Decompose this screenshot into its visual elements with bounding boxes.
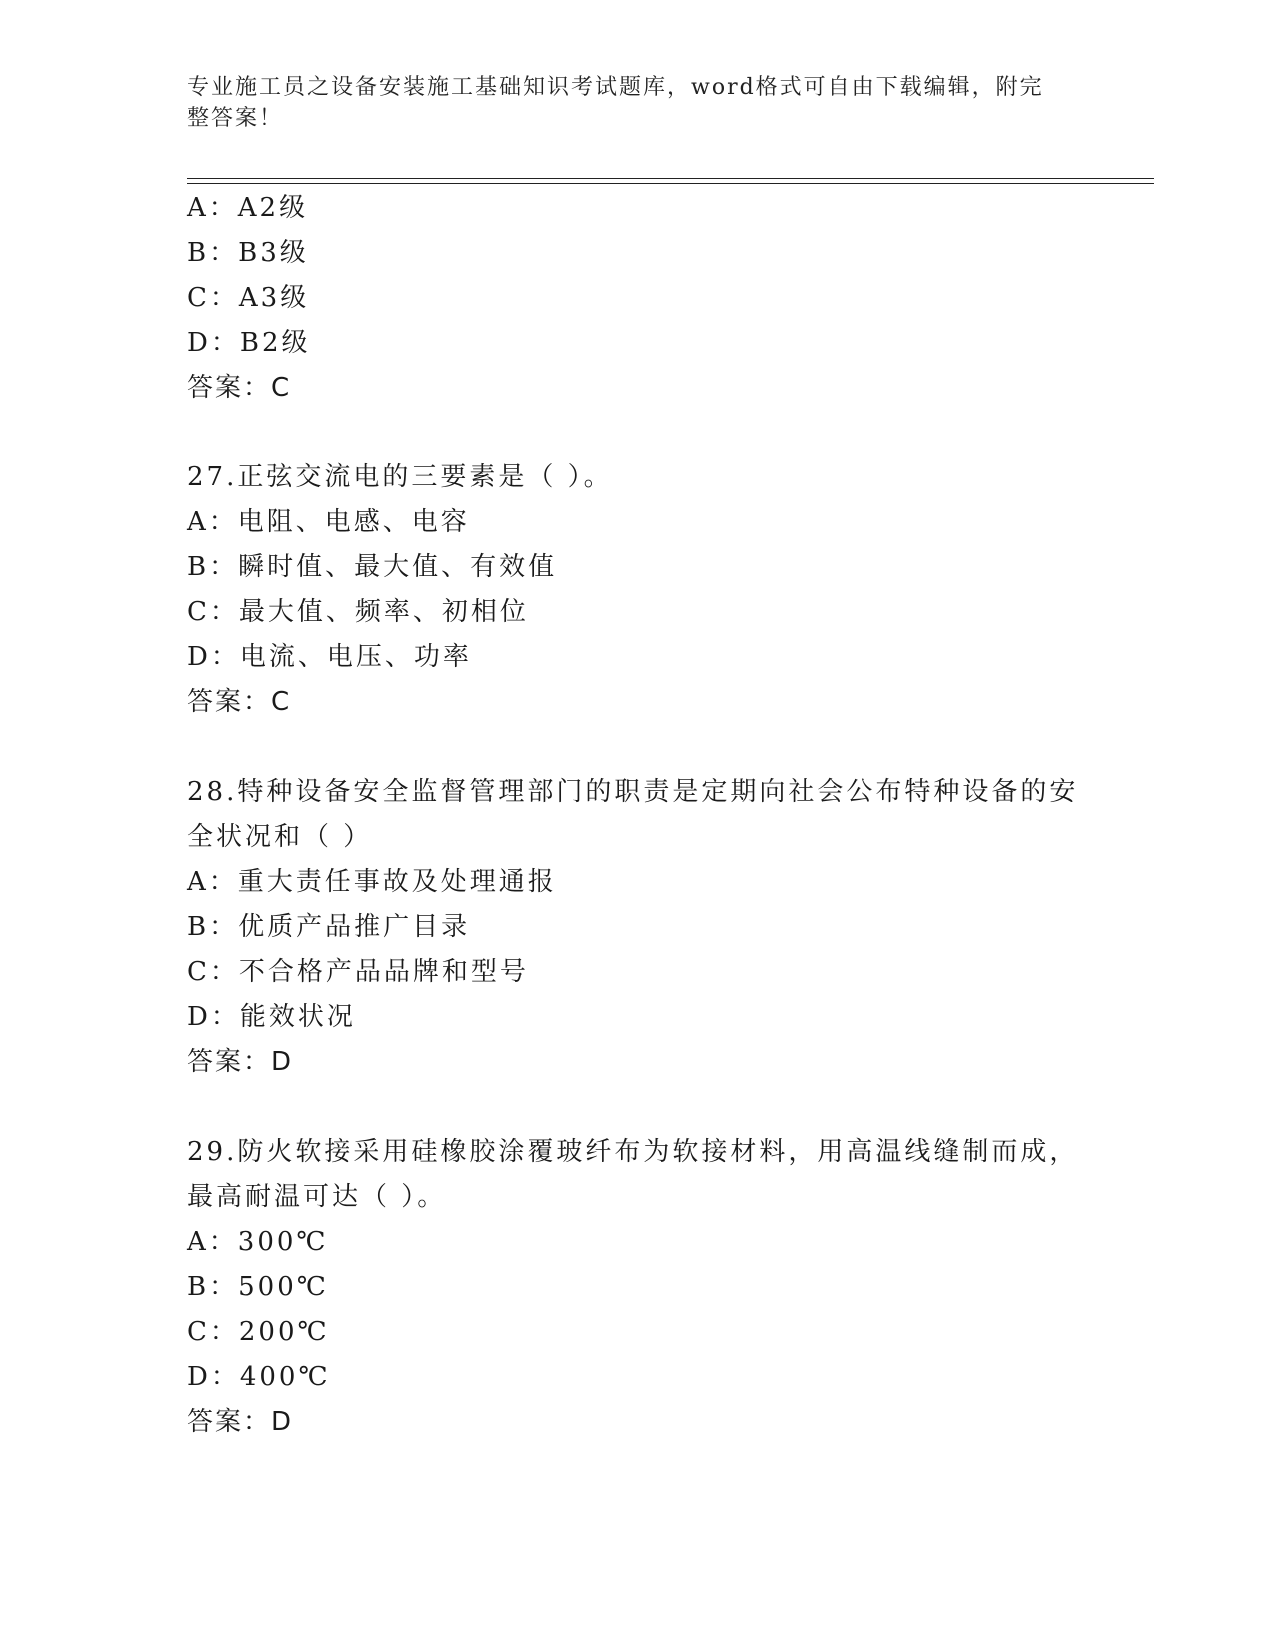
q27-answer: 答案：C bbox=[187, 687, 292, 717]
q26-option-d: D：B2级 bbox=[187, 328, 311, 358]
q26-option-a: A：A2级 bbox=[187, 193, 309, 223]
q29-option-c: C：200℃ bbox=[187, 1317, 330, 1347]
q27-option-c: C：最大值、频率、初相位 bbox=[187, 597, 529, 627]
q28-question-line2: 全状况和（ ） bbox=[187, 822, 373, 852]
header-divider-top bbox=[187, 178, 1154, 179]
q29-question-line2: 最高耐温可达（ ）。 bbox=[187, 1182, 447, 1212]
q26-answer: 答案：C bbox=[187, 373, 292, 403]
q28-option-b: B：优质产品推广目录 bbox=[187, 912, 471, 942]
q29-question-line1: 29.防火软接采用硅橡胶涂覆玻纤布为软接材料，用高温线缝制而成， bbox=[187, 1137, 1079, 1167]
q27-question: 27.正弦交流电的三要素是（ ）。 bbox=[187, 462, 613, 492]
q27-option-d: D：电流、电压、功率 bbox=[187, 642, 472, 672]
q27-option-a: A：电阻、电感、电容 bbox=[187, 507, 470, 537]
q29-option-b: B：500℃ bbox=[187, 1272, 329, 1302]
header-divider-bottom bbox=[187, 183, 1154, 184]
q28-answer: 答案：D bbox=[187, 1047, 294, 1077]
q29-option-d: D：400℃ bbox=[187, 1362, 331, 1392]
q28-option-c: C：不合格产品品牌和型号 bbox=[187, 957, 529, 987]
q28-question-line1: 28.特种设备安全监督管理部门的职责是定期向社会公布特种设备的安 bbox=[187, 777, 1079, 807]
q29-answer: 答案：D bbox=[187, 1407, 294, 1437]
q28-option-d: D：能效状况 bbox=[187, 1002, 356, 1032]
q26-option-c: C：A3级 bbox=[187, 283, 310, 313]
q29-option-a: A：300℃ bbox=[187, 1227, 329, 1257]
q26-option-b: B：B3级 bbox=[187, 238, 309, 268]
document-header: 专业施工员之设备安装施工基础知识考试题库，word格式可自由下载编辑，附完整答案！ bbox=[187, 75, 1044, 131]
q28-option-a: A：重大责任事故及处理通报 bbox=[187, 867, 557, 897]
q27-option-b: B：瞬时值、最大值、有效值 bbox=[187, 552, 558, 582]
